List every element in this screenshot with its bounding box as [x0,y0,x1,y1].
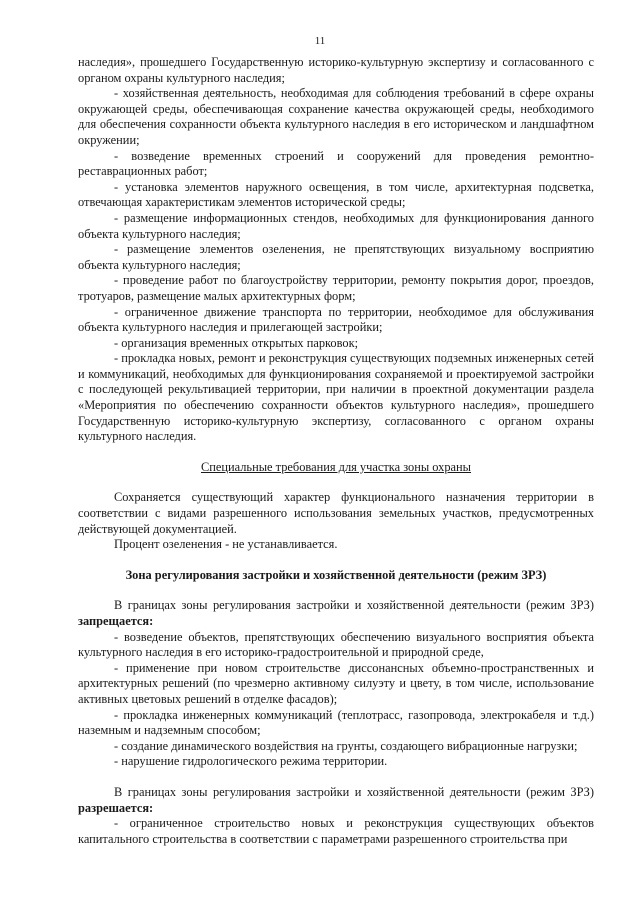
list-item: - размещение элементов озеленения, не препятствующих визуальному восприятию объекта культурного наследия; [78,242,594,272]
list-item: - организация временных открытых парковок; [114,335,359,350]
list-item: - прокладка инженерных коммуникаций (теплотрасс, газопровода, электрокабеля и т.д.) наземным и надземным способом; [78,707,594,738]
allowed-label: разрешается: [78,800,154,815]
page-number: 11 [314,35,326,47]
list-item: - проведение работ по благоустройству территории, ремонту покрытия дорог, проездов, тротуаров, размещение малых архитектурных форм; [78,273,594,303]
list-item: - ограниченное строительство новых и реконструкция существующих объектов капитального строительства в соответствии с параметрами разрешенного строительства при [78,816,594,846]
list-item: - хозяйственная деятельность, необходимая для соблюдения требований в сфере охраны окружающей среды, обеспечивающая сохранение качества окружающей среды, необходимого для обеспечения сохранности объекта культурного наследия в его историческом и ландшафтном окружении; [78,86,594,147]
prohibited-label: запрещается: [78,614,154,628]
allowed-intro-paragraph [78,785,594,816]
prohibited-intro-paragraph [78,598,594,629]
allowed-intro-text: В границах зоны регулирования застройки и хозяйственной деятельности (режим ЗРЗ) [114,784,594,799]
list-item: - прокладка новых, ремонт и реконструкция существующих подземных инженерных сетей и коммуникаций, необходимых для функционирования сохраняемой и проектируемой застройки с последующей рекультивацией территории, при наличии в проектной документации раздела «Мероприятия по обеспечению сохранности объектов культурного наследия», прошедшего Государственную историко-культурную экспертизу, согласованного с органом охраны культурного наследия. [78,351,594,444]
paragraph: Сохраняется существующий характер функционального назначения территории в соответствии с видами разрешенного использования земельных участков, предусмотренных действующей документацией. [78,490,594,536]
list-item: - размещение информационных стендов, необходимых для функционирования данного объекта культурного наследия; [78,210,594,241]
paragraph: Процент озеленения - не устанавливается. [114,537,338,552]
prohibited-intro-text: В границах зоны регулирования застройки и хозяйственной деятельности (режим ЗРЗ) [114,598,594,613]
list-item: - ограниченное движение транспорта по территории, необходимое для обслуживания объекта культурного наследия и прилегающей застройки; [78,304,594,335]
zone-heading: Зона регулирования застройки и хозяйственной деятельности (режим ЗРЗ) [125,567,547,582]
list-item: - применение при новом строительстве диссонансных объемно-пространственных и архитектурных решений (по чрезмерно активному силуэту и цвету, в том числе, использование активных цветовых решений в отделке фасадов); [78,660,594,706]
list-item: - нарушение гидрологического режима территории. [114,754,388,769]
list-item: - установка элементов наружного освещения, в том числе, архитектурная подсветка, отвечающая характеристикам элементов исторической среды; [78,179,594,210]
special-requirements-heading: Специальные требования для участка зоны охраны [200,459,472,474]
list-item: - создание динамического воздействия на грунты, создающего вибрационные нагрузки; [114,738,578,753]
document-body [78,55,594,847]
paragraph: наследия», прошедшего Государственную историко-культурную экспертизу и согласованного с органом охраны культурного наследия; [78,55,594,85]
list-item: - возведение объектов, препятствующих обеспечению визуального восприятия объекта культурного наследия в его историко-градостроительной и природной среде, [78,629,594,660]
list-item: - возведение временных строений и сооружений для проведения ремонтно-реставрационных работ; [78,148,594,179]
